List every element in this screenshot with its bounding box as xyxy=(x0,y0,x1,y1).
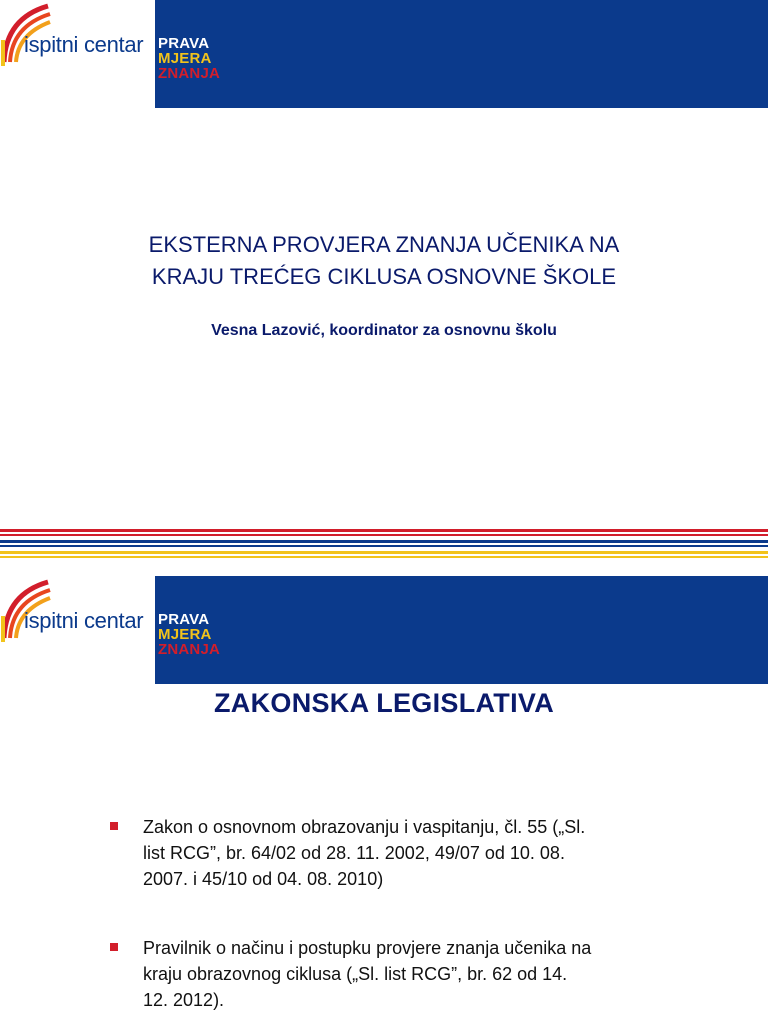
bullet-square-icon xyxy=(110,943,118,951)
bullet-line: 2007. i 45/10 od 04. 08. 2010) xyxy=(143,869,384,889)
bullet-text xyxy=(143,935,703,1013)
stripe-yellow-thin xyxy=(0,556,768,558)
slide-2 xyxy=(0,576,768,1024)
slide-subtitle: Vesna Lazović, koordinator za osnovnu školu xyxy=(211,322,557,339)
slide-header xyxy=(0,0,768,108)
slide-title: ZAKONSKA LEGISLATIVA xyxy=(214,688,554,718)
bullet-line: Zakon o osnovnom obrazovanju i vaspitanju, čl. 55 („Sl. xyxy=(143,817,586,837)
tagline-prava: PRAVA xyxy=(158,611,210,628)
bullet-line: list RCG”, br. 64/02 od 28. 11. 2002, 49/07 od 10. 08. xyxy=(143,843,565,863)
stripe-blue-thin xyxy=(0,545,768,547)
divider-stripes xyxy=(0,525,768,561)
title-line-2: KRAJU TREĆEG CIKLUSA OSNOVNE ŠKOLE xyxy=(151,264,617,289)
title-line-1: EKSTERNA PROVJERA ZNANJA UČENIKA NA xyxy=(148,232,620,257)
slide-header xyxy=(0,576,768,684)
stripe-red xyxy=(0,529,768,532)
stripe-red-thin xyxy=(0,534,768,536)
stripe-blue xyxy=(0,540,768,543)
bullet-square-icon xyxy=(110,822,118,830)
bullet-text xyxy=(143,814,703,892)
tagline-znanja: ZNANJA xyxy=(158,65,221,82)
bullet-line: 12. 2012). xyxy=(143,990,225,1010)
slide-title xyxy=(60,229,708,293)
tagline-znanja: ZNANJA xyxy=(158,641,221,658)
tagline-prava: PRAVA xyxy=(158,35,210,52)
bullet-line: Pravilnik o načinu i postupku provjere znanja učenika na xyxy=(143,938,592,958)
stripe-yellow xyxy=(0,551,768,554)
logo-text: ispitni centar xyxy=(24,608,144,633)
bullet-line: kraju obrazovnog ciklusa („Sl. list RCG”, br. 62 od 14. xyxy=(143,964,568,984)
logo-text: ispitni centar xyxy=(24,32,144,57)
tagline-mjera: MJERA xyxy=(158,50,212,67)
tagline-mjera: MJERA xyxy=(158,626,212,643)
